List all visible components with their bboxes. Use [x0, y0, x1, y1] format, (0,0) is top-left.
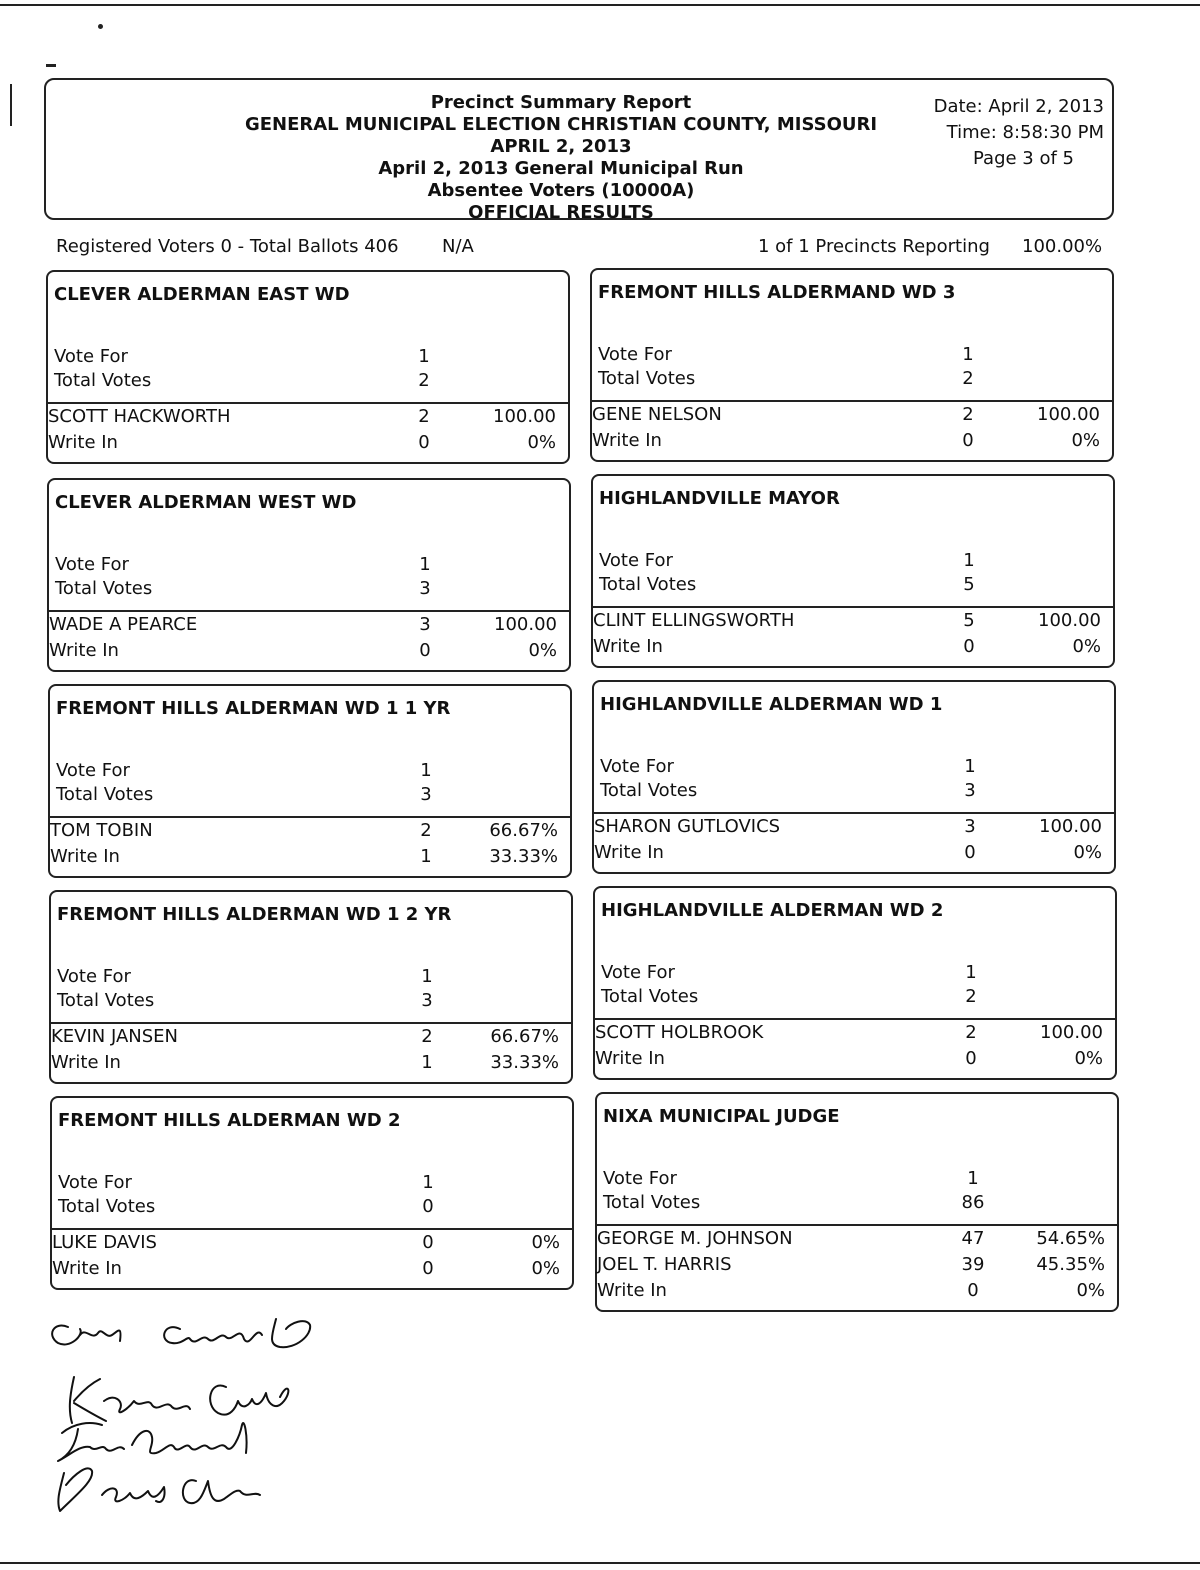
race-title: CLEVER ALDERMAN WEST WD	[55, 492, 357, 513]
candidate-percent: 66.67%	[490, 1026, 559, 1047]
candidate-percent: 45.35%	[1036, 1254, 1105, 1275]
candidate-votes: 1	[420, 846, 432, 867]
candidate-percent: 100.00	[494, 614, 557, 635]
candidate-name: GENE NELSON	[592, 404, 722, 425]
divider	[50, 816, 572, 818]
candidate-name: Write In	[52, 1258, 122, 1279]
report-time: Time: 8:58:30 PM	[946, 122, 1104, 143]
candidate-row	[51, 1026, 571, 1052]
candidate-row	[594, 842, 1114, 868]
signature-4	[58, 1468, 260, 1511]
vote-for-value: 1	[422, 1172, 434, 1193]
total-votes-label: Total Votes	[58, 1196, 156, 1217]
candidate-name: Write In	[51, 1052, 121, 1073]
total-votes-value: 86	[961, 1192, 985, 1213]
candidate-votes: 0	[422, 1232, 434, 1253]
candidate-row	[593, 610, 1113, 636]
total-votes-value: 3	[421, 990, 433, 1011]
total-votes-value: 0	[422, 1196, 434, 1217]
candidate-name: SCOTT HOLBROOK	[595, 1022, 764, 1043]
vote-for-value: 1	[421, 966, 433, 987]
candidate-row	[595, 1022, 1115, 1048]
signatures	[40, 1305, 340, 1520]
report-title-block	[216, 92, 906, 224]
total-votes-value: 2	[965, 986, 977, 1007]
candidate-votes: 5	[963, 610, 975, 631]
page-top-edge	[0, 4, 1200, 6]
candidate-name: Write In	[595, 1048, 665, 1069]
report-header	[44, 78, 1114, 223]
vote-for-label: Vote For	[56, 760, 130, 781]
race-title: HIGHLANDVILLE ALDERMAN WD 1	[600, 694, 943, 715]
vote-for-label: Vote For	[601, 962, 675, 983]
candidate-votes: 0	[418, 432, 430, 453]
candidate-row	[51, 1052, 571, 1078]
race-nixa-municipal-judge	[595, 1092, 1119, 1312]
vote-for-value: 1	[964, 756, 976, 777]
total-votes-value: 3	[964, 780, 976, 801]
divider	[594, 812, 1116, 814]
vote-for-row	[603, 1168, 1003, 1192]
divider	[51, 1022, 573, 1024]
race-title: FREMONT HILLS ALDERMAN WD 1 1 YR	[56, 698, 451, 719]
total-votes-label: Total Votes	[57, 990, 155, 1011]
vote-for-value: 1	[967, 1168, 979, 1189]
precincts-reporting: 1 of 1 Precincts Reporting	[758, 236, 990, 257]
vote-for-value: 1	[963, 550, 975, 571]
candidate-row	[597, 1254, 1117, 1280]
results-status: OFFICIAL RESULTS	[468, 202, 654, 223]
page-bottom-edge	[0, 1562, 1200, 1564]
candidate-votes: 2	[421, 1026, 433, 1047]
candidate-percent: 100.00	[1038, 610, 1101, 631]
candidate-percent: 100.00	[493, 406, 556, 427]
total-votes-value: 2	[962, 368, 974, 389]
candidate-votes: 47	[961, 1228, 985, 1249]
total-votes-label: Total Votes	[599, 574, 697, 595]
election-date: APRIL 2, 2013	[490, 136, 632, 157]
candidate-votes: 2	[420, 820, 432, 841]
candidate-row	[49, 640, 569, 666]
signature-2	[70, 1377, 289, 1423]
vote-for-row	[55, 554, 455, 578]
candidate-percent: 33.33%	[489, 846, 558, 867]
candidate-percent: 0%	[1073, 842, 1102, 863]
total-votes-row	[57, 990, 457, 1014]
vote-for-label: Vote For	[54, 346, 128, 367]
not-applicable: N/A	[442, 236, 474, 257]
candidate-votes: 2	[965, 1022, 977, 1043]
vote-for-row	[57, 966, 457, 990]
candidate-name: TOM TOBIN	[50, 820, 153, 841]
divider	[49, 610, 571, 612]
vote-for-value: 1	[418, 346, 430, 367]
total-votes-row	[55, 578, 455, 602]
candidate-name: GEORGE M. JOHNSON	[597, 1228, 793, 1249]
candidate-row	[597, 1228, 1117, 1254]
candidate-name: LUKE DAVIS	[52, 1232, 157, 1253]
signature-1	[52, 1319, 310, 1347]
vote-for-label: Vote For	[600, 756, 674, 777]
candidate-votes: 2	[962, 404, 974, 425]
candidate-votes: 0	[962, 430, 974, 451]
candidate-votes: 0	[965, 1048, 977, 1069]
total-votes-row	[600, 780, 1000, 804]
divider	[597, 1224, 1119, 1226]
vote-for-row	[601, 962, 1001, 986]
race-title: NIXA MUNICIPAL JUDGE	[603, 1106, 840, 1127]
vote-for-row	[598, 344, 998, 368]
candidate-percent: 66.67%	[489, 820, 558, 841]
candidate-percent: 0%	[1076, 1280, 1105, 1301]
candidate-name: Write In	[597, 1280, 667, 1301]
vote-for-label: Vote For	[599, 550, 673, 571]
divider	[593, 606, 1115, 608]
vote-for-row	[599, 550, 999, 574]
candidate-name: WADE A PEARCE	[49, 614, 198, 635]
vote-for-row	[58, 1172, 458, 1196]
scan-mark	[10, 84, 12, 126]
race-title: HIGHLANDVILLE MAYOR	[599, 488, 840, 509]
candidate-name: CLINT ELLINGSWORTH	[593, 610, 795, 631]
race-title: CLEVER ALDERMAN EAST WD	[54, 284, 350, 305]
divider	[592, 400, 1114, 402]
candidate-name: JOEL T. HARRIS	[597, 1254, 732, 1275]
candidate-name: Write In	[594, 842, 664, 863]
page-number: Page 3 of 5	[973, 148, 1074, 169]
vote-for-label: Vote For	[603, 1168, 677, 1189]
race-highlandville-alderman-wd-1	[592, 680, 1116, 874]
total-votes-row	[598, 368, 998, 392]
race-fremont-hills-alderman-wd-2	[50, 1096, 574, 1290]
candidate-percent: 33.33%	[490, 1052, 559, 1073]
candidate-name: SCOTT HACKWORTH	[48, 406, 231, 427]
divider	[52, 1228, 574, 1230]
candidate-name: KEVIN JANSEN	[51, 1026, 179, 1047]
vote-for-value: 1	[419, 554, 431, 575]
race-title: FREMONT HILLS ALDERMAN WD 2	[58, 1110, 401, 1131]
candidate-votes: 0	[419, 640, 431, 661]
candidate-votes: 0	[967, 1280, 979, 1301]
total-votes-value: 3	[419, 578, 431, 599]
candidate-percent: 0%	[1074, 1048, 1103, 1069]
candidate-row	[593, 636, 1113, 662]
candidate-row	[52, 1232, 572, 1258]
race-clever-alderman-west-wd	[47, 478, 571, 672]
total-votes-row	[56, 784, 456, 808]
candidate-votes: 0	[964, 842, 976, 863]
candidate-percent: 54.65%	[1036, 1228, 1105, 1249]
candidate-row	[597, 1280, 1117, 1306]
race-highlandville-mayor	[591, 474, 1115, 668]
total-votes-label: Total Votes	[55, 578, 153, 599]
candidate-row	[48, 406, 568, 432]
candidate-percent: 0%	[1072, 636, 1101, 657]
total-votes-label: Total Votes	[56, 784, 154, 805]
divider	[595, 1018, 1117, 1020]
race-title: HIGHLANDVILLE ALDERMAN WD 2	[601, 900, 944, 921]
candidate-votes: 1	[421, 1052, 433, 1073]
candidate-row	[592, 430, 1112, 456]
candidate-row	[52, 1258, 572, 1284]
candidate-name: Write In	[593, 636, 663, 657]
total-votes-row	[54, 370, 454, 394]
vote-for-label: Vote For	[598, 344, 672, 365]
candidate-name: Write In	[48, 432, 118, 453]
total-votes-row	[603, 1192, 1003, 1216]
vote-for-value: 1	[420, 760, 432, 781]
candidate-row	[50, 820, 570, 846]
candidate-percent: 0%	[527, 432, 556, 453]
total-votes-label: Total Votes	[600, 780, 698, 801]
total-votes-value: 3	[420, 784, 432, 805]
vote-for-row	[56, 760, 456, 784]
vote-for-value: 1	[962, 344, 974, 365]
vote-for-row	[600, 756, 1000, 780]
candidate-votes: 3	[419, 614, 431, 635]
candidate-percent: 100.00	[1037, 404, 1100, 425]
candidate-name: SHARON GUTLOVICS	[594, 816, 781, 837]
race-title: FREMONT HILLS ALDERMAND WD 3	[598, 282, 956, 303]
candidate-name: Write In	[592, 430, 662, 451]
run-name: April 2, 2013 General Municipal Run	[378, 158, 744, 179]
report-date: Date: April 2, 2013	[933, 96, 1104, 117]
total-votes-label: Total Votes	[54, 370, 152, 391]
candidate-row	[592, 404, 1112, 430]
precinct-name: Absentee Voters (10000A)	[427, 180, 695, 201]
candidate-row	[594, 816, 1114, 842]
candidate-percent: 100.00	[1039, 816, 1102, 837]
total-votes-label: Total Votes	[598, 368, 696, 389]
candidate-row	[50, 846, 570, 872]
divider	[48, 402, 570, 404]
race-fremont-hills-aldermand-wd-3	[590, 268, 1114, 462]
race-clever-alderman-east-wd	[46, 270, 570, 464]
total-votes-row	[601, 986, 1001, 1010]
total-votes-row	[58, 1196, 458, 1220]
candidate-percent: 0%	[531, 1232, 560, 1253]
race-fremont-hills-alderman-wd-1-2-yr	[49, 890, 573, 1084]
candidate-votes: 0	[422, 1258, 434, 1279]
candidate-percent: 0%	[531, 1258, 560, 1279]
candidate-votes: 3	[964, 816, 976, 837]
candidate-percent: 0%	[1071, 430, 1100, 451]
total-votes-value: 2	[418, 370, 430, 391]
candidate-votes: 0	[963, 636, 975, 657]
vote-for-row	[54, 346, 454, 370]
candidate-percent: 100.00	[1040, 1022, 1103, 1043]
report-meta	[904, 94, 1104, 172]
vote-for-label: Vote For	[57, 966, 131, 987]
race-fremont-hills-alderman-wd-1-1-yr	[48, 684, 572, 878]
candidate-row	[49, 614, 569, 640]
total-votes-value: 5	[963, 574, 975, 595]
scan-mark	[46, 64, 56, 67]
race-highlandville-alderman-wd-2	[593, 886, 1117, 1080]
election-name: GENERAL MUNICIPAL ELECTION CHRISTIAN COUNTY, MISSOURI	[244, 114, 878, 135]
candidate-votes: 39	[961, 1254, 985, 1275]
total-votes-row	[599, 574, 999, 598]
race-title: FREMONT HILLS ALDERMAN WD 1 2 YR	[57, 904, 452, 925]
candidate-votes: 2	[418, 406, 430, 427]
reporting-percent: 100.00%	[1022, 236, 1103, 257]
total-votes-label: Total Votes	[601, 986, 699, 1007]
signature-3	[58, 1423, 247, 1461]
candidate-name: Write In	[49, 640, 119, 661]
vote-for-label: Vote For	[55, 554, 129, 575]
registered-voters: Registered Voters 0 - Total Ballots 406	[56, 236, 399, 257]
scan-mark	[98, 24, 103, 29]
report-title: Precinct Summary Report	[430, 92, 692, 113]
vote-for-label: Vote For	[58, 1172, 132, 1193]
total-votes-label: Total Votes	[603, 1192, 701, 1213]
vote-for-value: 1	[965, 962, 977, 983]
candidate-percent: 0%	[528, 640, 557, 661]
candidate-name: Write In	[50, 846, 120, 867]
candidate-row	[595, 1048, 1115, 1074]
candidate-row	[48, 432, 568, 458]
